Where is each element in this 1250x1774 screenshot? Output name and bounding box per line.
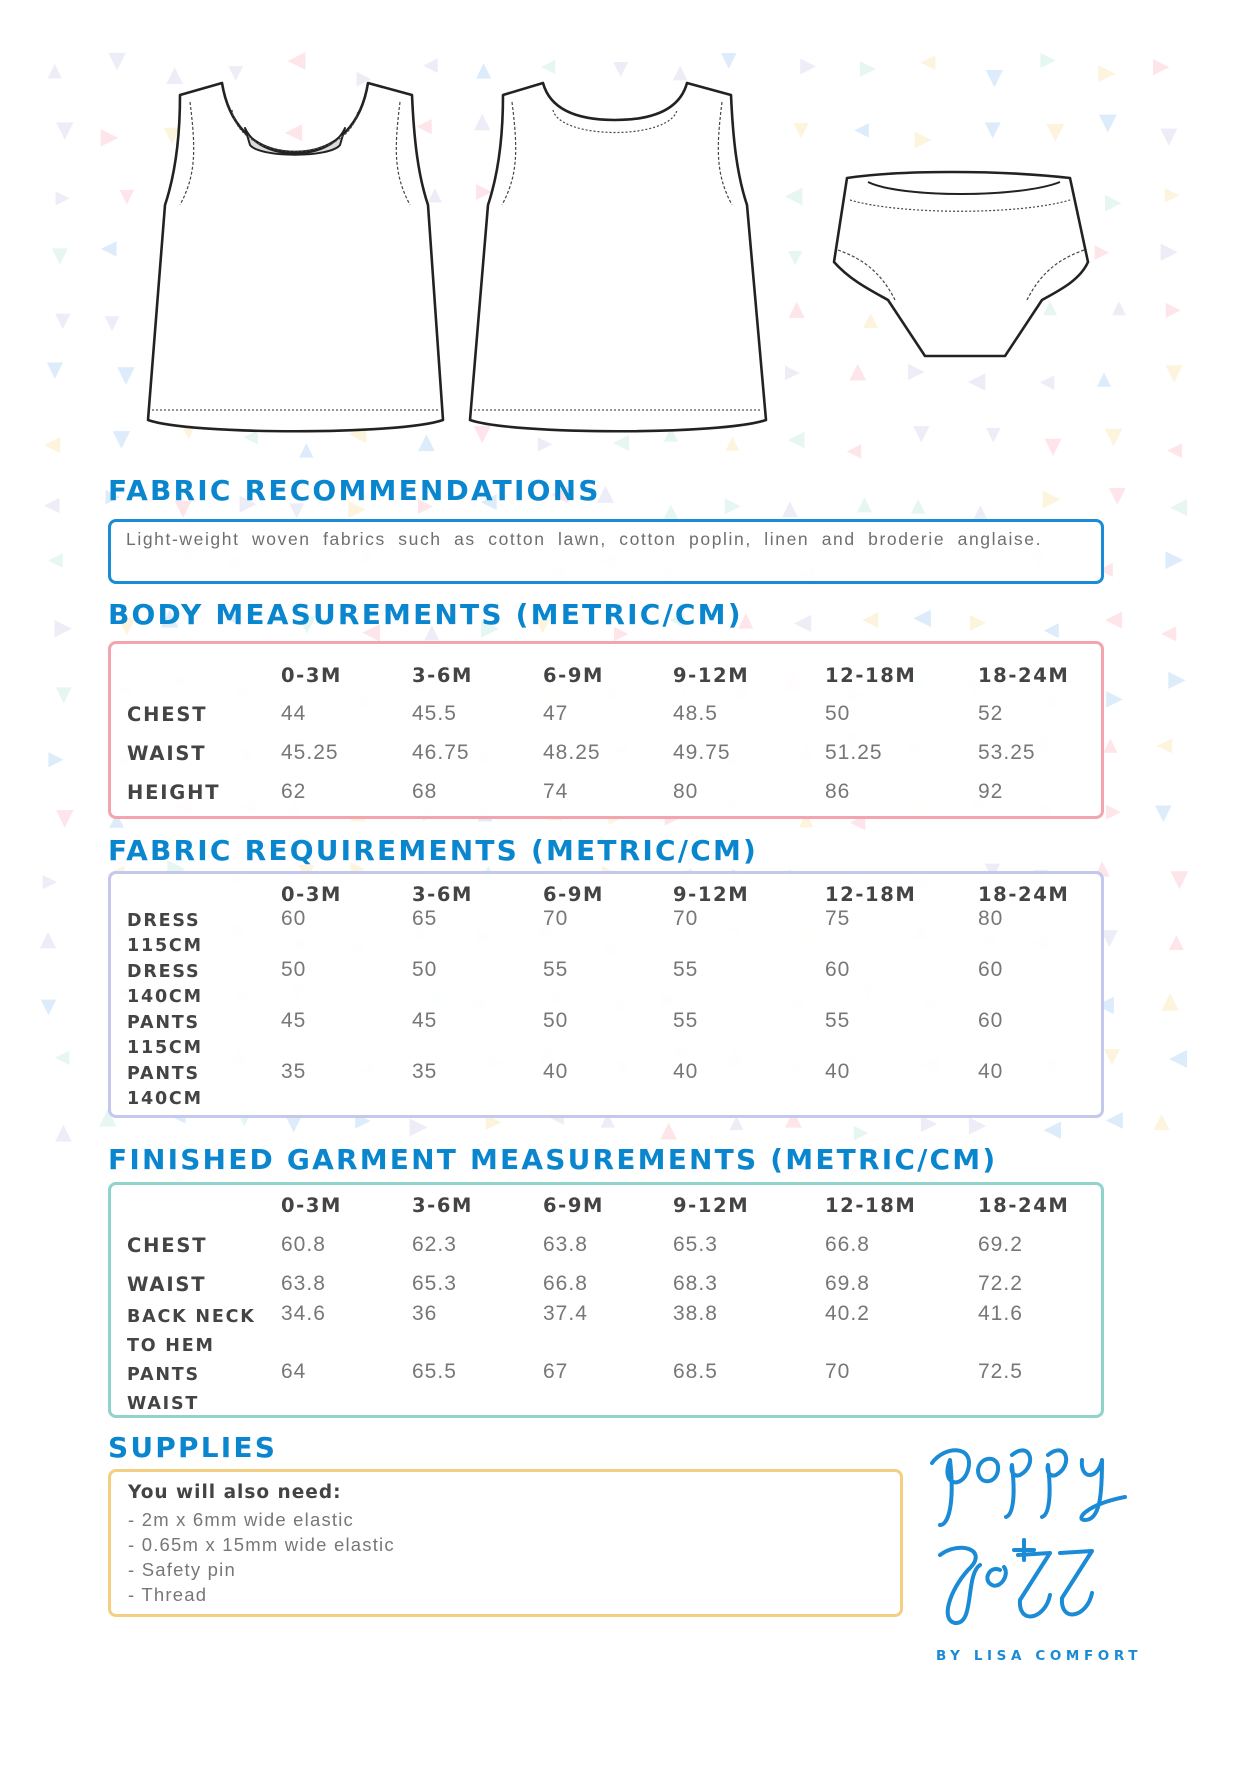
table-cell: 50: [412, 958, 438, 981]
table-cell: 80: [673, 780, 699, 803]
row-label-pants-115: [127, 1011, 203, 1061]
table-cell: 68.5: [673, 1360, 718, 1383]
row-label-waist: WAIST: [127, 1273, 207, 1296]
brand-byline: BY LISA COMFORT: [936, 1648, 1143, 1664]
table-cell: 40: [978, 1060, 1004, 1083]
table-cell: 86: [825, 780, 851, 803]
column-header: 18-24M: [978, 1194, 1070, 1217]
table-cell: 45.25: [281, 741, 339, 764]
table-cell: 68: [412, 780, 438, 803]
table-cell: 60: [978, 958, 1004, 981]
table-cell: 70: [825, 1360, 851, 1383]
row-label-line: PANTS: [127, 1013, 200, 1033]
row-label-line: DRESS: [127, 962, 201, 982]
column-header: 0-3M: [281, 883, 343, 906]
table-cell: 47: [543, 702, 569, 725]
table-cell: 48.25: [543, 741, 601, 764]
table-cell: 69.2: [978, 1233, 1023, 1256]
dress-front-illustration: [148, 83, 443, 431]
column-header: 12-18M: [825, 1194, 917, 1217]
table-cell: 55: [673, 958, 699, 981]
fabric-requirements-table: [108, 871, 1104, 1118]
garment-illustrations: [0, 0, 1250, 460]
supplies-intro: You will also need:: [128, 1482, 342, 1503]
column-header: 6-9M: [543, 1194, 605, 1217]
table-cell: 35: [281, 1060, 307, 1083]
bloomers-illustration: [834, 172, 1088, 356]
table-cell: 52: [978, 702, 1004, 725]
row-label-line: 140CM: [127, 987, 203, 1007]
column-header: 3-6M: [412, 664, 474, 687]
table-cell: 55: [825, 1009, 851, 1032]
table-cell: 55: [673, 1009, 699, 1032]
table-cell: 44: [281, 702, 307, 725]
dress-back-illustration: [470, 83, 766, 431]
column-header: 0-3M: [281, 1194, 343, 1217]
row-label-chest: CHEST: [127, 703, 208, 726]
table-cell: 49.75: [673, 741, 731, 764]
table-cell: 35: [412, 1060, 438, 1083]
table-cell: 53.25: [978, 741, 1036, 764]
table-cell: 65.5: [412, 1360, 457, 1383]
table-cell: 69.8: [825, 1272, 870, 1295]
supply-item: - Thread: [128, 1584, 208, 1605]
row-label-line: PANTS: [127, 1365, 200, 1385]
table-cell: 60: [825, 958, 851, 981]
table-cell: 63.8: [281, 1272, 326, 1295]
column-header: 9-12M: [673, 1194, 750, 1217]
finished-garment-table: [108, 1182, 1104, 1418]
table-cell: 40: [543, 1060, 569, 1083]
column-header: 18-24M: [978, 664, 1070, 687]
table-cell: 66.8: [825, 1233, 870, 1256]
fabric-requirements-heading: FABRIC REQUIREMENTS (METRIC/CM): [108, 834, 759, 867]
table-cell: 63.8: [543, 1233, 588, 1256]
table-cell: 68.3: [673, 1272, 718, 1295]
table-cell: 65: [412, 907, 438, 930]
table-cell: 92: [978, 780, 1004, 803]
table-cell: 60: [978, 1009, 1004, 1032]
table-cell: 46.75: [412, 741, 470, 764]
table-cell: 45: [281, 1009, 307, 1032]
row-label-pants-140: [127, 1062, 203, 1112]
table-cell: 60: [281, 907, 307, 930]
table-cell: 62: [281, 780, 307, 803]
finished-garment-heading: FINISHED GARMENT MEASUREMENTS (METRIC/CM): [108, 1143, 998, 1176]
column-header: 12-18M: [825, 664, 917, 687]
row-label-line: 140CM: [127, 1089, 203, 1109]
row-label-line: 115CM: [127, 936, 203, 956]
row-label-back-neck-to-hem: [127, 1303, 256, 1361]
row-label-line: DRESS: [127, 911, 201, 931]
body-measurements-heading: BODY MEASUREMENTS (METRIC/CM): [108, 598, 743, 631]
table-cell: 70: [673, 907, 699, 930]
body-measurements-table: [108, 641, 1104, 819]
table-cell: 55: [543, 958, 569, 981]
column-header: 6-9M: [543, 883, 605, 906]
column-header: 18-24M: [978, 883, 1070, 906]
table-cell: 64: [281, 1360, 307, 1383]
table-cell: 70: [543, 907, 569, 930]
fabric-recommendations-box: [108, 519, 1104, 584]
row-label-pants-waist: [127, 1361, 200, 1419]
table-cell: 50: [281, 958, 307, 981]
row-label-height: HEIGHT: [127, 781, 221, 804]
row-label-line: 115CM: [127, 1038, 203, 1058]
table-cell: 65.3: [412, 1272, 457, 1295]
supplies-box: [108, 1469, 903, 1617]
poppy-jazz-logo: [920, 1425, 1150, 1635]
table-cell: 36: [412, 1302, 438, 1325]
row-label-dress-140: [127, 960, 203, 1010]
table-cell: 66.8: [543, 1272, 588, 1295]
table-cell: 48.5: [673, 702, 718, 725]
supply-item: - 2m x 6mm wide elastic: [128, 1509, 355, 1530]
row-label-waist: WAIST: [127, 742, 207, 765]
row-label-dress-115: [127, 909, 203, 959]
table-cell: 67: [543, 1360, 569, 1383]
supply-item: - 0.65m x 15mm wide elastic: [128, 1534, 395, 1555]
table-cell: 50: [543, 1009, 569, 1032]
table-cell: 65.3: [673, 1233, 718, 1256]
fabric-recommendations-text: Light-weight woven fabrics such as cotton lawn, cotton poplin, linen and broderie anglaise.: [126, 529, 1043, 549]
table-cell: 51.25: [825, 741, 883, 764]
row-label-line: TO HEM: [127, 1336, 215, 1356]
column-header: 6-9M: [543, 664, 605, 687]
row-label-chest: CHEST: [127, 1234, 208, 1257]
supply-item: - Safety pin: [128, 1559, 236, 1580]
column-header: 12-18M: [825, 883, 917, 906]
row-label-line: PANTS: [127, 1064, 200, 1084]
table-cell: 45.5: [412, 702, 457, 725]
table-cell: 37.4: [543, 1302, 588, 1325]
column-header: 0-3M: [281, 664, 343, 687]
table-cell: 80: [978, 907, 1004, 930]
table-cell: 72.5: [978, 1360, 1023, 1383]
table-cell: 45: [412, 1009, 438, 1032]
fabric-recommendations-heading: FABRIC RECOMMENDATIONS: [108, 474, 601, 507]
column-header: 3-6M: [412, 883, 474, 906]
column-header: 9-12M: [673, 664, 750, 687]
table-cell: 38.8: [673, 1302, 718, 1325]
table-cell: 40.2: [825, 1302, 870, 1325]
column-header: 3-6M: [412, 1194, 474, 1217]
row-label-line: WAIST: [127, 1394, 200, 1414]
table-cell: 62.3: [412, 1233, 457, 1256]
column-header: 9-12M: [673, 883, 750, 906]
table-cell: 34.6: [281, 1302, 326, 1325]
row-label-line: BACK NECK: [127, 1307, 256, 1327]
table-cell: 40: [825, 1060, 851, 1083]
table-cell: 74: [543, 780, 569, 803]
table-cell: 60.8: [281, 1233, 326, 1256]
table-cell: 50: [825, 702, 851, 725]
table-cell: 41.6: [978, 1302, 1023, 1325]
supplies-heading: SUPPLIES: [108, 1431, 278, 1464]
table-cell: 40: [673, 1060, 699, 1083]
table-cell: 72.2: [978, 1272, 1023, 1295]
table-cell: 75: [825, 907, 851, 930]
